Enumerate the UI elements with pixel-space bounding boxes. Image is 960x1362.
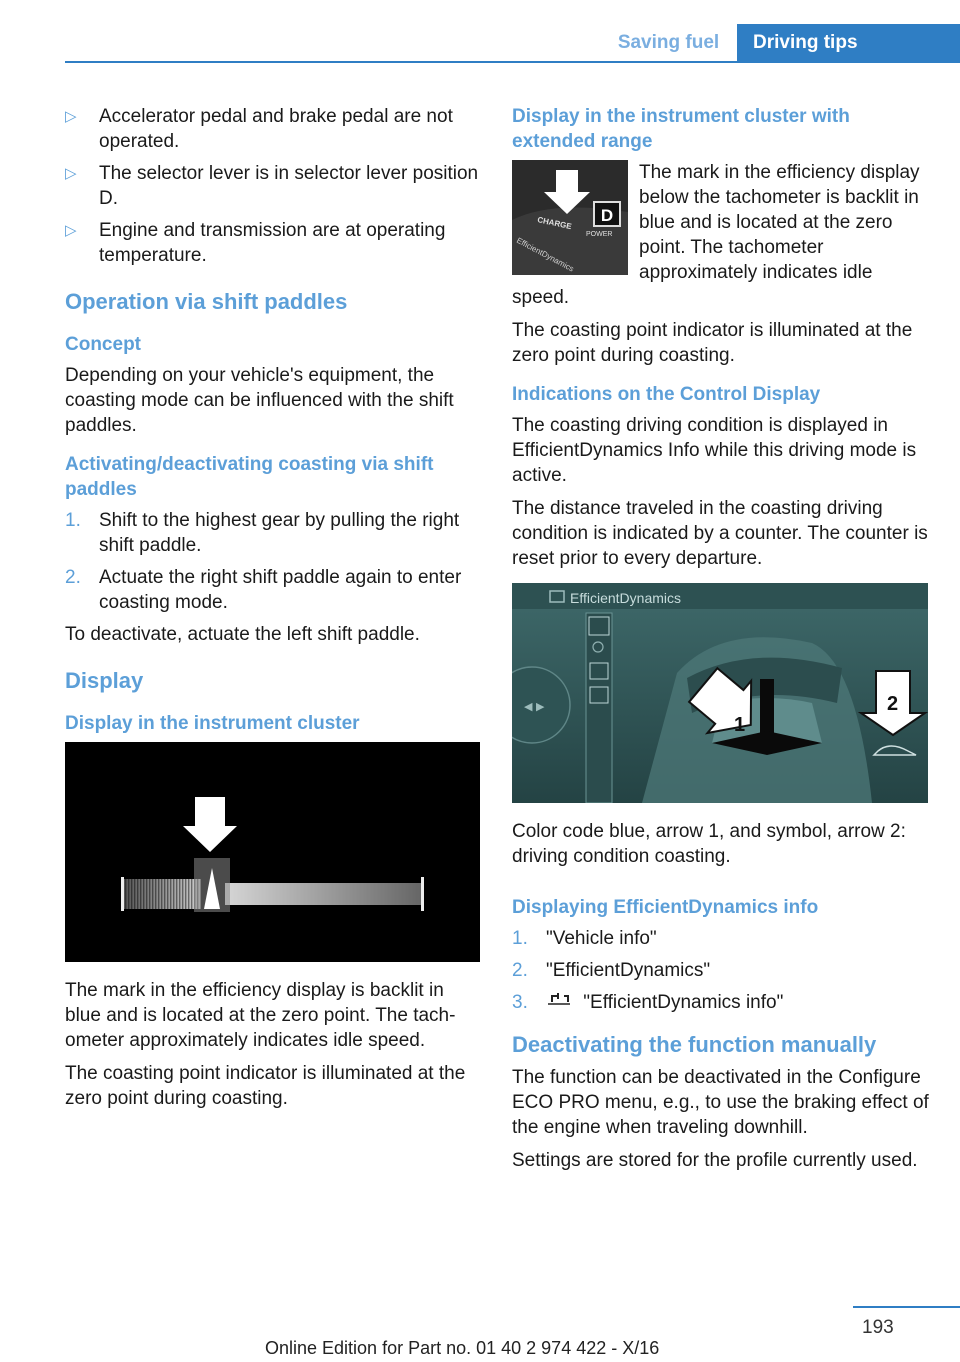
footer-rule (853, 1306, 960, 1308)
list-item: ▷ The selector lever is in selector lever position D. (65, 163, 479, 209)
paragraph-coasting-point: The coasting point indicator is illuminated at the zero point during coasting. (65, 1063, 466, 1109)
header-rule (65, 61, 960, 63)
list-item: 1. Shift to the highest gear by pulling the right shift paddle. (65, 510, 460, 556)
brand-label: EfficientDynamics (515, 235, 576, 274)
heading-display: Display (65, 668, 144, 693)
paragraph-coasting-point: The coasting point indicator is illuminated at the zero point during coasting. (512, 320, 913, 366)
paragraph-color-code: Color code blue, arrow 1, and symbol, arrow 2: driving condition coasting. (512, 821, 906, 867)
charge-label: CHARGE (536, 215, 573, 232)
list-item: 1. "Vehicle info" (512, 928, 657, 949)
footer-edition: Online Edition for Part no. 01 40 2 974 422 - X/16 (265, 1338, 660, 1358)
triangle-bullet-icon: ▷ (65, 222, 77, 239)
header-tab-driving-tips[interactable]: Driving tips (737, 24, 960, 62)
efficientdynamics-info-icon (546, 990, 578, 1015)
page-number: 193 (862, 1317, 894, 1338)
efficiency-display-illustration (65, 742, 480, 962)
heading-control-display: Indications on the Control Display (512, 384, 821, 405)
extended-range-cluster-illustration (512, 160, 628, 275)
list-item: 2. Actuate the right shift paddle again to enter coasting mode. (65, 567, 462, 613)
heading-displaying-info: Displaying EfficientDynamics info (512, 897, 819, 918)
paragraph-distance-counter: The distance traveled in the coasting driving condition is indicated by a counter. The counter is reset prior to every departure. (512, 498, 928, 569)
header-tab-saving-fuel[interactable]: Saving fuel (617, 32, 720, 53)
control-display-screenshot (512, 583, 928, 803)
paragraph-settings: Settings are stored for the profile currently used. (512, 1150, 918, 1172)
triangle-bullet-icon: ▷ (65, 108, 77, 125)
heading-activating-coasting: Activating/deactivating coasting via shift paddles (65, 454, 434, 500)
svg-text:1: 1 (734, 714, 746, 736)
triangle-bullet-icon: ▷ (65, 165, 77, 182)
left-column (65, 104, 483, 1119)
list-item: 3. "EfficientDynamics info" (512, 990, 932, 1015)
heading-display-instrument-cluster: Display in the instrument cluster (65, 713, 360, 734)
svg-text:2: 2 (887, 693, 899, 715)
list-item: ▷ Accelerator pedal and brake pedal are not operated. (65, 106, 453, 152)
list-item: ▷ Engine and transmission are at operating temperature. (65, 220, 446, 266)
list-item: 2. "EfficientDynamics" (512, 960, 711, 981)
paragraph-deactivate: To deactivate, actuate the left shift paddle. (65, 624, 420, 645)
heading-extended-range: Display in the instrument cluster with extended range (512, 106, 850, 152)
gear-d-label: D (600, 206, 614, 225)
power-label: POWER (586, 231, 613, 238)
paragraph-concept: Depending on your vehicle's equipment, the coasting mode can be influenced with the shift paddles. (65, 365, 454, 436)
paragraph-deactivating: The function can be deactivated in the Configure ECO PRO menu, e.g., to use the braking effect of the engine when traveling downhill. (512, 1067, 929, 1139)
heading-operation-shift-paddles: Operation via shift paddles (65, 289, 348, 314)
paragraph-mark-efficiency: The mark in the efficiency display is backlit in blue and is located at the zero point. The tachometer approximately indicates idle speed. (65, 980, 456, 1051)
svg-text:◀ ▶: ◀ ▶ (524, 700, 545, 713)
heading-deactivating-manually: Deactivating the function manually (512, 1032, 877, 1058)
heading-concept: Concept (65, 334, 141, 355)
screen-title: EfficientDynamics (570, 590, 682, 606)
paragraph-extended-mark: The mark in the efficiency display below the tachometer is backlit in blue and is located at the zero point. The tachometer approximately indicates idle speed. (512, 162, 920, 308)
right-column (512, 104, 932, 1181)
paragraph-coasting-condition: The coasting driving condition is displayed in EfficientDynamics Info while this driving mode is active. (512, 415, 917, 486)
